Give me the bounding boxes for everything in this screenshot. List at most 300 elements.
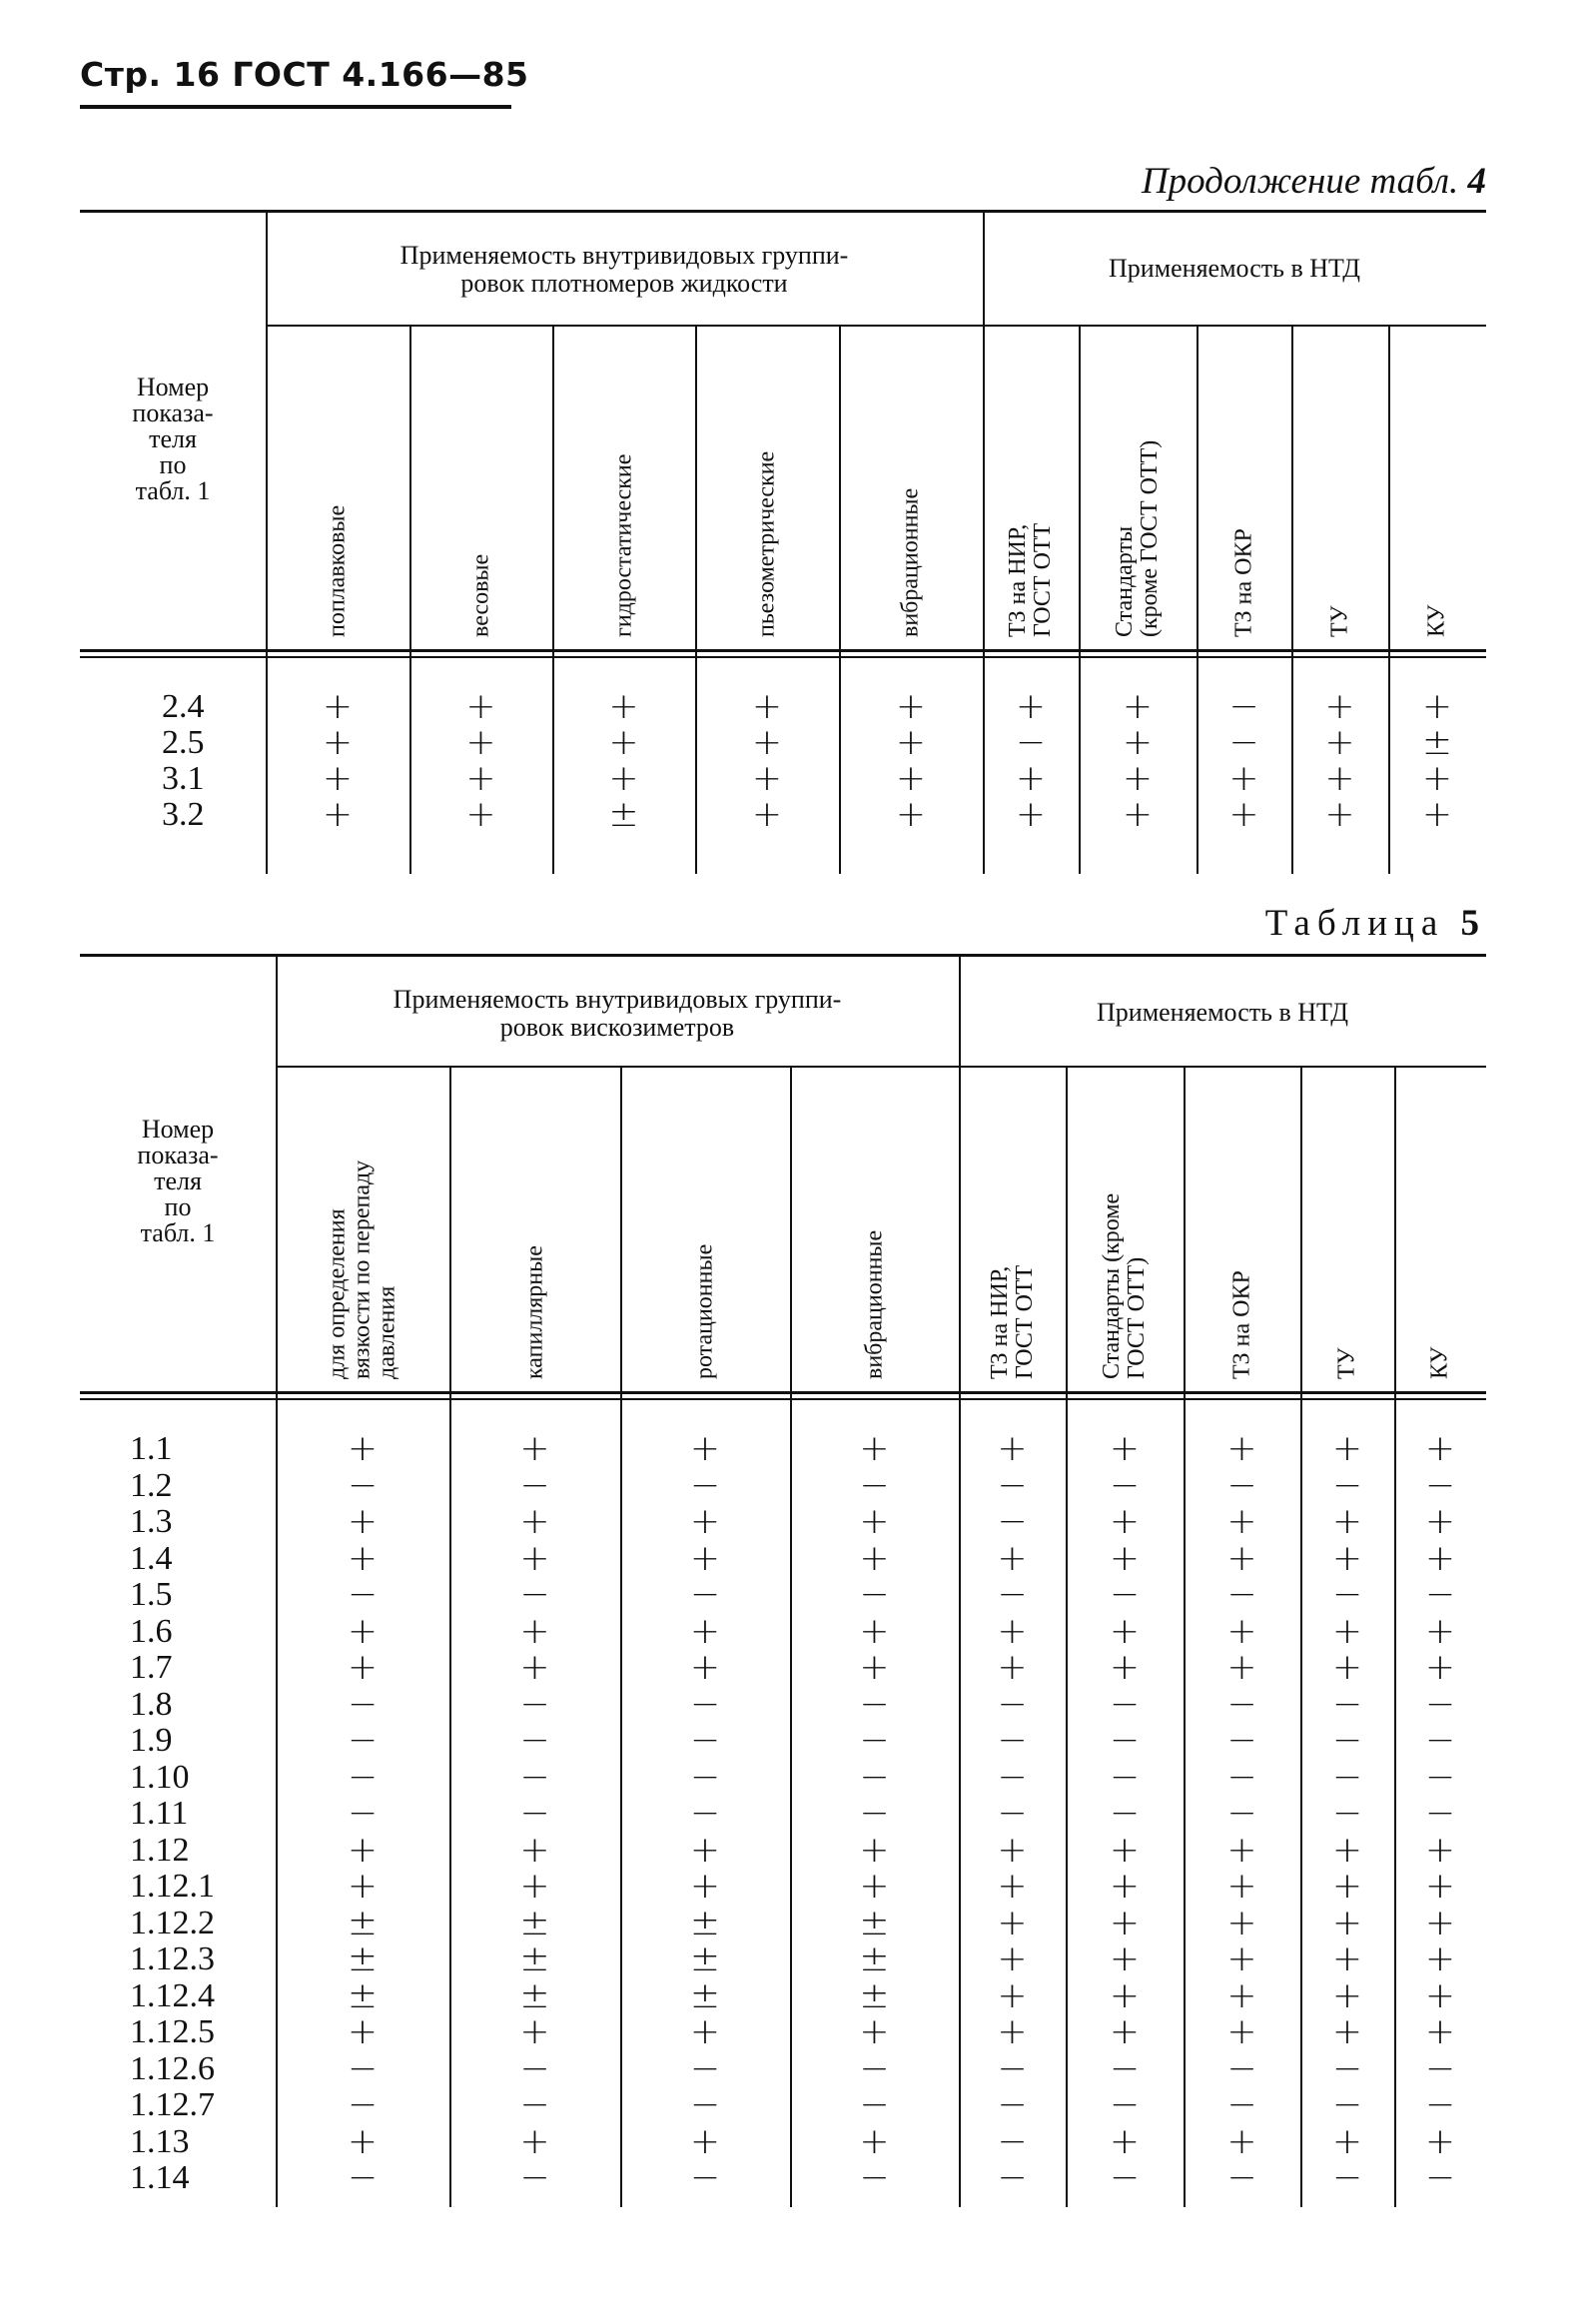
table-cell: + [519,2120,550,2162]
column-header-2 [409,325,552,649]
table-cell: + [997,2011,1028,2052]
table-cell: ± [608,794,639,835]
table-cell: + [1122,794,1154,835]
row-label: 1.9 [130,1722,173,1759]
table-cell: − [1109,1464,1141,1506]
table-cell: + [1424,1974,1456,2016]
table-cell: + [1324,758,1355,799]
table-cell: − [1015,722,1047,763]
table-cell: + [322,722,354,763]
stub-header: Номер показа- теля по табл. 1 [137,1115,219,1247]
table4-caption [1142,160,1486,203]
table-cell: + [1109,1938,1141,1979]
column-header-label: ТЗ на НИР, ГОСТ ОТТ [986,1264,1038,1379]
table-cell: + [347,1610,379,1652]
table-cell: − [1109,2157,1141,2198]
table-cell: + [1331,2011,1363,2052]
table-cell: + [608,686,639,727]
table-cell: + [689,2120,721,2162]
row-label: 3.2 [162,796,205,833]
row-label: 1.12 [130,1831,190,1869]
table-cell: − [347,1683,379,1725]
table-cell: + [859,2011,890,2052]
table-cell: + [1226,2011,1257,2052]
table-cell: + [1228,758,1259,799]
table-cell: − [1109,2084,1141,2125]
table-cell: − [347,2157,379,2198]
table-cell: − [347,1756,379,1798]
table-cell: + [859,1501,890,1542]
table-cell: + [1424,1866,1456,1907]
table-cell: + [859,2120,890,2162]
table-cell: − [347,2084,379,2125]
table-cell: + [519,1647,550,1688]
table-cell: + [1109,1829,1141,1871]
table-cell: − [997,1793,1028,1834]
table-cell: − [1228,722,1259,763]
row-label: 1.12.4 [130,1976,215,2014]
table-cell: ± [519,1902,550,1943]
group1-title: Применяемость внутривидовых группи- ровок плотномеров жидкости [399,241,849,298]
table-cell: − [859,1574,890,1615]
column-header-7 [1079,325,1197,649]
table-cell: − [1424,2084,1456,2125]
table-cell: + [1424,1537,1456,1579]
table-cell: + [1331,1902,1363,1943]
table-cell: + [895,722,927,763]
table-cell: + [1226,1902,1257,1943]
table-cell: − [1109,1793,1141,1834]
table-cell: − [347,1464,379,1506]
table-cell: + [347,2120,379,2162]
table-cell: + [1324,794,1355,835]
table-cell: + [859,1537,890,1579]
table-cell: − [519,1464,550,1506]
column-header-label: Стандарты (кроме ГОСТ ОТТ) [1112,439,1163,637]
table-cell: ± [519,1974,550,2016]
header-rule [80,105,511,109]
table-cell: + [1424,1938,1456,1979]
table-cell: + [997,1537,1028,1579]
table-cell: − [1424,1720,1456,1761]
table-4 [80,210,1486,874]
row-label: 2.4 [162,688,205,725]
column-header-3 [552,325,695,649]
table-cell: + [997,1428,1028,1469]
table-cell: − [1226,1574,1257,1615]
table-cell: + [1331,1938,1363,1979]
table-cell: + [347,1647,379,1688]
column-header-2 [449,1066,620,1391]
table-cell: + [997,1610,1028,1652]
table-cell: + [859,1610,890,1652]
column-header-label: гидростатические [610,453,636,637]
table-cell: + [1226,1610,1257,1652]
table-cell: + [895,758,927,799]
table-cell: − [859,1793,890,1834]
table-cell: − [1226,2084,1257,2125]
table-cell: ± [1421,722,1453,763]
table-cell: − [689,1793,721,1834]
table-cell: − [1424,1683,1456,1725]
table-cell: + [1424,2120,1456,2162]
table-cell: − [997,1574,1028,1615]
table-cell: + [347,1428,379,1469]
table-cell: + [1109,1537,1141,1579]
table-cell: − [519,1756,550,1798]
row-label: 1.5 [130,1576,173,1613]
table-cell: + [1015,686,1047,727]
table-cell: − [1228,686,1259,727]
table-cell: + [689,1501,721,1542]
table-cell: + [322,758,354,799]
column-header-9 [1291,325,1388,649]
table-cell: + [859,1647,890,1688]
table-cell: − [347,2047,379,2089]
table-cell: − [997,2157,1028,2198]
column-header-label: КУ [1423,604,1450,637]
table-cell: − [1226,1756,1257,1798]
table-cell: + [751,686,783,727]
row-label: 1.11 [130,1795,189,1832]
table-cell: + [1226,1974,1257,2016]
row-label: 1.12.6 [130,2049,215,2087]
table-cell: − [519,2047,550,2089]
table-cell: + [1331,1647,1363,1688]
page-header: Стр. 16 ГОСТ 4.166—85 [80,55,529,94]
table-cell: + [751,794,783,835]
table-cell: − [1331,1574,1363,1615]
table-cell: − [1109,1756,1141,1798]
row-label: 1.1 [130,1430,173,1467]
table-cell: − [859,1720,890,1761]
table-cell: − [997,1501,1028,1542]
column-header-4 [790,1066,959,1391]
column-header-label: ТУ [1326,605,1352,637]
table-cell: ± [859,1938,890,1979]
row-label: 3.1 [162,760,205,797]
table-cell: + [1331,1866,1363,1907]
table-cell: + [1424,1902,1456,1943]
table-cell: ± [347,1902,379,1943]
table-cell: + [1324,686,1355,727]
table-cell: + [1226,2120,1257,2162]
table-cell: ± [689,1974,721,2016]
table-cell: + [1226,1647,1257,1688]
column-header-8 [1197,325,1291,649]
column-header-label: вибрационные [897,487,924,637]
table-cell: − [1424,2157,1456,2198]
table-cell: + [1226,1428,1257,1469]
column-header-6 [1066,1066,1184,1391]
table-cell: − [1331,1793,1363,1834]
top-rule [80,954,1486,957]
table-cell: − [1109,1574,1141,1615]
table-cell: + [519,1610,550,1652]
table-cell: − [1226,1683,1257,1725]
column-header-label: КУ [1426,1346,1453,1379]
table4-caption-number: 4 [1467,161,1486,202]
table-cell: + [997,1866,1028,1907]
column-header-1 [276,1066,449,1391]
table-cell: + [859,1428,890,1469]
table-cell: − [519,2157,550,2198]
table-cell: + [608,758,639,799]
table-cell: + [997,1647,1028,1688]
column-header-4 [695,325,839,649]
table-cell: + [347,2011,379,2052]
row-label: 1.10 [130,1758,190,1796]
table-cell: + [1421,686,1453,727]
table-cell: + [1331,1428,1363,1469]
table-cell: − [1226,2047,1257,2089]
column-header-label: ТЗ на ОКР [1228,1270,1254,1379]
table-cell: + [859,1829,890,1871]
table-cell: + [895,794,927,835]
table-cell: + [689,1537,721,1579]
row-label: 1.12.5 [130,2013,215,2050]
table-cell: + [689,1610,721,1652]
table-cell: − [689,1574,721,1615]
row-label: 1.12.1 [130,1868,215,1905]
table-cell: + [1109,1902,1141,1943]
table-cell: + [1424,1501,1456,1542]
table-cell: ± [859,1902,890,1943]
row-label: 1.4 [130,1539,173,1577]
table-cell: − [1331,1683,1363,1725]
table-cell: + [1424,1647,1456,1688]
table-cell: ± [347,1974,379,2016]
table-cell: + [1226,1537,1257,1579]
column-header-label: ТУ [1333,1347,1360,1379]
row-label: 1.2 [130,1466,173,1504]
table-cell: + [1331,1501,1363,1542]
table-cell: − [1424,1574,1456,1615]
table-cell: + [1122,686,1154,727]
table-cell: − [689,2157,721,2198]
table-cell: + [347,1501,379,1542]
table-cell: + [1421,758,1453,799]
column-header-6 [983,325,1079,649]
table-cell: + [519,1501,550,1542]
table-cell: − [689,1756,721,1798]
table-cell: − [689,1464,721,1506]
table-cell: − [997,1720,1028,1761]
table-cell: + [1109,1974,1141,2016]
table5-caption [1265,902,1486,945]
table-cell: + [689,2011,721,2052]
table-cell: + [322,686,354,727]
column-header-label: ТЗ на НИР, ГОСТ ОТТ [1005,522,1056,637]
column-header-label: Стандарты (кроме ГОСТ ОТТ) [1099,1192,1150,1379]
table-cell: + [1331,1974,1363,2016]
table-cell: + [465,794,496,835]
table-cell: + [997,1938,1028,1979]
table-cell: − [519,1574,550,1615]
table-cell: − [1331,2084,1363,2125]
table-cell: + [1331,1610,1363,1652]
table-cell: − [1226,1464,1257,1506]
table-cell: − [347,1720,379,1761]
table-cell: − [1109,1683,1141,1725]
header-double-rule-1 [80,649,1486,652]
header-double-rule-2 [80,1398,1486,1400]
column-header-3 [620,1066,790,1391]
table-cell: + [1424,2011,1456,2052]
table-cell: + [347,1829,379,1871]
table-cell: − [859,2157,890,2198]
table-cell: − [997,1464,1028,1506]
table-cell: − [1226,2157,1257,2198]
table-cell: + [347,1537,379,1579]
row-label: 1.12.2 [130,1904,215,1941]
table5-caption-number: 5 [1460,903,1486,944]
table-cell: + [1109,1501,1141,1542]
table-cell: + [1331,1829,1363,1871]
table-cell: ± [347,1938,379,1979]
table-cell: − [859,2047,890,2089]
table-cell: − [1109,1720,1141,1761]
table-cell: + [347,1866,379,1907]
table-cell: − [347,1793,379,1834]
table-cell: + [519,1537,550,1579]
column-header-label: пьезометрические [753,450,780,637]
table-cell: − [997,1683,1028,1725]
table-cell: − [859,1464,890,1506]
column-header-label: ТЗ на ОКР [1230,528,1256,637]
row-label: 1.8 [130,1685,173,1723]
table-cell: − [1424,1464,1456,1506]
table-cell: − [519,2084,550,2125]
row-label: 1.6 [130,1612,173,1650]
table-cell: + [997,1829,1028,1871]
table-cell: − [859,1683,890,1725]
table-cell: + [1109,2120,1141,2162]
table-cell: + [608,722,639,763]
table-cell: − [997,2047,1028,2089]
column-header-label: для определения вязкости по перепаду давления [324,1160,400,1379]
column-header-1 [266,325,409,649]
table-cell: ± [859,1974,890,2016]
row-label: 2.5 [162,724,205,761]
header-double-rule-1 [80,1391,1486,1394]
table-5 [80,954,1486,2207]
table-cell: + [1015,758,1047,799]
table-cell: + [1226,1866,1257,1907]
row-label: 1.13 [130,2122,190,2160]
table-cell: − [1109,2047,1141,2089]
table-cell: + [465,686,496,727]
table-cell: + [997,1902,1028,1943]
table-cell: + [1424,1829,1456,1871]
table-cell: + [1226,1501,1257,1542]
table-cell: ± [689,1938,721,1979]
table-cell: − [1226,1720,1257,1761]
group1-title: Применяемость внутривидовых группи- ровок вискозиметров [393,985,842,1042]
table-cell: − [1424,1793,1456,1834]
row-label: 1.7 [130,1649,173,1686]
table-cell: − [1331,1756,1363,1798]
table-cell: + [1421,794,1453,835]
table-cell: − [1226,1793,1257,1834]
column-header-label: поплавковые [324,504,351,637]
table-cell: + [1109,1428,1141,1469]
table-cell: − [1424,2047,1456,2089]
table-cell: + [751,722,783,763]
table-cell: ± [689,1902,721,1943]
table-cell: + [1109,2011,1141,2052]
row-label: 1.3 [130,1503,173,1540]
column-header-10 [1388,325,1486,649]
table-cell: − [347,1574,379,1615]
table-cell: − [519,1793,550,1834]
row-label: 1.14 [130,2159,190,2196]
group2-title: Применяемость в НТД [1097,998,1348,1027]
table-cell: − [1331,1720,1363,1761]
table-cell: + [1226,1938,1257,1979]
table-cell: − [997,2120,1028,2162]
table5-caption-text: Таблица [1264,903,1445,944]
table-cell: + [519,1866,550,1907]
table-cell: − [689,1683,721,1725]
table-cell: − [689,1720,721,1761]
table-cell: + [1324,722,1355,763]
table-cell: − [689,2047,721,2089]
table-cell: − [1331,2157,1363,2198]
table-cell: + [1122,758,1154,799]
table-cell: + [689,1428,721,1469]
table-cell: + [322,794,354,835]
table-cell: + [1109,1647,1141,1688]
table-cell: + [519,2011,550,2052]
table-cell: − [519,1683,550,1725]
table-cell: + [1015,794,1047,835]
table-cell: + [895,686,927,727]
table-cell: + [1424,1610,1456,1652]
table-cell: − [1424,1756,1456,1798]
row-label: 1.12.7 [130,2086,215,2123]
column-header-label: вибрационные [861,1229,887,1379]
column-header-label: весовые [467,553,493,637]
column-header-8 [1300,1066,1394,1391]
table-cell: + [859,1866,890,1907]
table-cell: − [859,1756,890,1798]
table-cell: + [1109,1610,1141,1652]
table-cell: + [689,1866,721,1907]
table-cell: ± [519,1938,550,1979]
column-header-5 [959,1066,1066,1391]
table-cell: + [1228,794,1259,835]
table-cell: + [751,758,783,799]
table-cell: + [465,758,496,799]
table-cell: + [1226,1829,1257,1871]
table-cell: + [689,1647,721,1688]
top-rule [80,210,1486,213]
table-cell: + [465,722,496,763]
table-cell: + [997,1974,1028,2016]
table-cell: + [1424,1428,1456,1469]
column-header-label: капиллярные [521,1245,547,1379]
column-header-9 [1394,1066,1486,1391]
table-cell: − [1331,1464,1363,1506]
table-cell: − [997,1756,1028,1798]
column-header-7 [1184,1066,1300,1391]
table-cell: − [997,2084,1028,2125]
column-header-5 [839,325,983,649]
table-cell: + [1109,1866,1141,1907]
table-cell: + [519,1428,550,1469]
table-cell: + [1331,2120,1363,2162]
